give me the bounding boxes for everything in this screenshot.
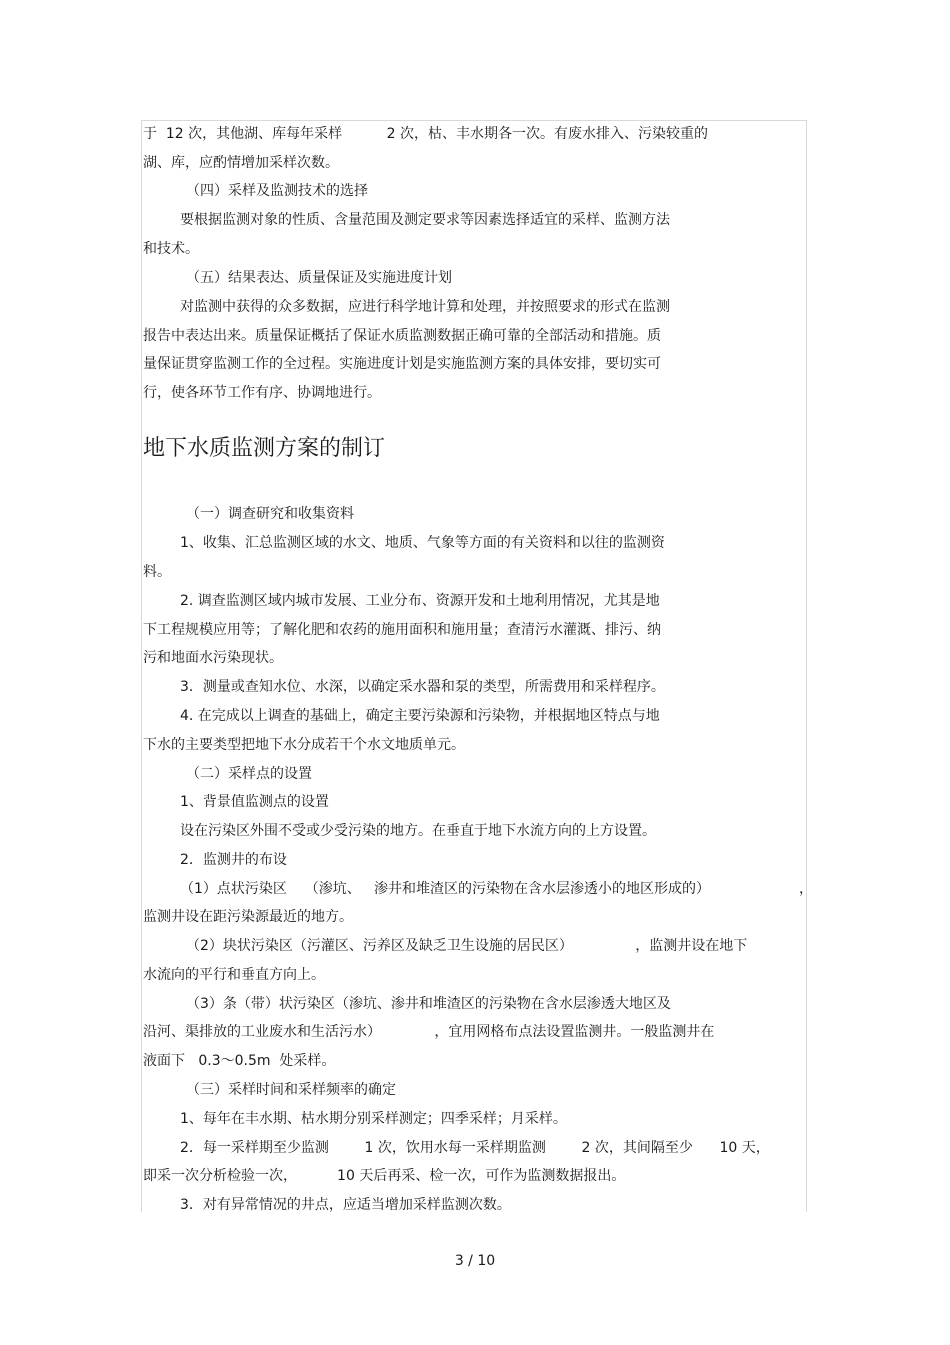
paragraph-line: 下水的主要类型把地下水分成若干个水文地质单元。 xyxy=(143,737,465,753)
subsection-heading: （二）采样点的设置 xyxy=(186,766,312,782)
paragraph-line: 4. 在完成以上调查的基础上，确定主要污染源和污染物，并根据地区特点与地 xyxy=(180,708,660,724)
paragraph-line: 1、每年在丰水期、枯水期分别采样测定；四季采样；月采样。 xyxy=(180,1111,567,1127)
paragraph-line: 于 12 次，其他湖、库每年采样 2 次，枯、丰水期各一次。有废水排入、污染较重的 xyxy=(143,126,709,142)
paragraph-line: 污和地面水污染现状。 xyxy=(143,650,283,666)
page-number: 3 / 10 xyxy=(454,1253,496,1269)
paragraph-line: 监测井设在距污染源最近的地方。 xyxy=(143,909,353,925)
paragraph-line: 设在污染区外围不受或少受污染的地方。在垂直于地下水流方向的上方设置。 xyxy=(180,823,656,839)
paragraph-line: 行，使各环节工作有序、协调地进行。 xyxy=(143,385,381,401)
paragraph-line: 1、背景值监测点的设置 xyxy=(180,794,329,810)
paragraph-line: 2．每一采样期至少监测 1 次，饮用水每一采样期监测 2 次，其间隔至少 10 天， xyxy=(180,1140,770,1156)
paragraph-line: （1）点状污染区 （渗坑、 渗井和堆渣区的污染物在含水层渗透小的地区形成的） ， xyxy=(180,881,814,897)
paragraph-line: 湖、库，应酌情增加采样次数。 xyxy=(143,155,339,171)
subsection-heading: （一）调查研究和收集资料 xyxy=(186,506,354,522)
paragraph-line: 对监测中获得的众多数据，应进行科学地计算和处理，并按照要求的形式在监测 xyxy=(180,299,670,315)
paragraph-line: 量保证贯穿监测工作的全过程。实施进度计划是实施监测方案的具体安排，要切实可 xyxy=(143,356,661,372)
paragraph-line: （3）条（带）状污染区（渗坑、渗井和堆渣区的污染物在含水层渗透大地区及 xyxy=(186,996,671,1012)
section-heading: 地下水质监测方案的制订 xyxy=(143,436,386,461)
paragraph-line: 下工程规模应用等；了解化肥和农药的施用面积和施用量；查清污水灌溉、排污、纳 xyxy=(143,622,661,638)
paragraph-line: 3．测量或查知水位、水深，以确定采水器和泵的类型，所需费用和采样程序。 xyxy=(180,679,665,695)
paragraph-line: 沿河、渠排放的工业废水和生活污水） ，宜用网格布点法设置监测井。一般监测井在 xyxy=(143,1024,715,1040)
paragraph-line: 和技术。 xyxy=(143,241,199,257)
paragraph-line: 2. 调查监测区域内城市发展、工业分布、资源开发和土地利用情况，尤其是地 xyxy=(180,593,660,609)
paragraph-line: 2．监测井的布设 xyxy=(180,852,287,868)
paragraph-line: 水流向的平行和垂直方向上。 xyxy=(143,967,325,983)
paragraph-line: 即采一次分析检验一次， 10 天后再采、检一次，可作为监测数据报出。 xyxy=(143,1168,626,1184)
paragraph-line: 1、收集、汇总监测区域的水文、地质、气象等方面的有关资料和以往的监测资 xyxy=(180,535,665,551)
subsection-heading: （五）结果表达、质量保证及实施进度计划 xyxy=(186,270,452,286)
paragraph-line: （2）块状污染区（污灌区、污养区及缺乏卫生设施的居民区） ，监测井设在地下 xyxy=(186,938,748,954)
paragraph-line: 料。 xyxy=(143,564,171,580)
subsection-heading: （三）采样时间和采样频率的确定 xyxy=(186,1082,396,1098)
paragraph-line: 要根据监测对象的性质、含量范围及测定要求等因素选择适宜的采样、监测方法 xyxy=(180,212,670,228)
paragraph-line: 3．对有异常情况的井点，应适当增加采样监测次数。 xyxy=(180,1197,511,1213)
subsection-heading: （四）采样及监测技术的选择 xyxy=(186,183,368,199)
paragraph-line: 报告中表达出来。质量保证概括了保证水质监测数据正确可靠的全部活动和措施。质 xyxy=(143,328,661,344)
paragraph-line: 液面下 0.3～0.5m 处采样。 xyxy=(143,1053,336,1069)
